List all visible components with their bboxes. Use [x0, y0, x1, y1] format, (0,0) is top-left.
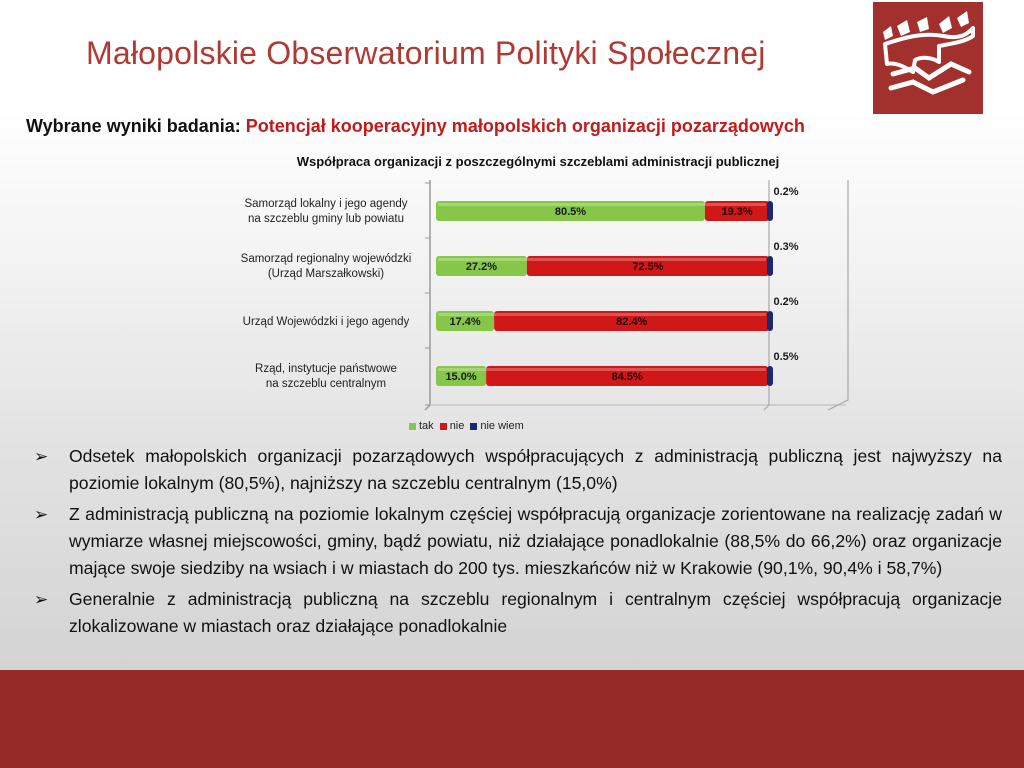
data-label-tak: 17.4%: [449, 316, 481, 328]
bar-end-cap: [767, 311, 773, 331]
finding-item: [34, 586, 1002, 640]
header-title: Małopolskie Obserwatorium Polityki Społecznej: [86, 35, 766, 71]
category-label-line: na szczeblu centralnym: [265, 378, 387, 390]
legend-label-tak: tak: [419, 420, 434, 432]
category-label: [226, 362, 426, 392]
findings-list: [34, 443, 1002, 644]
data-label-nie-wiem: 0.5%: [773, 351, 799, 363]
data-label-nie-wiem: 0.2%: [773, 186, 799, 198]
category-label-line: (Urząd Marszałkowski): [267, 268, 385, 280]
legend-item-tak: [409, 420, 434, 432]
bullet-arrow-icon: ➢: [34, 505, 49, 524]
legend-swatch-tak: [409, 423, 416, 430]
data-label-tak: 27.2%: [465, 261, 498, 273]
legend-swatch-nie: [440, 423, 447, 430]
data-label-nie: 19.3%: [721, 206, 753, 218]
category-label: [226, 252, 426, 282]
legend-swatch-nie-wiem: [470, 423, 477, 430]
category-label: [226, 197, 426, 227]
subtitle-accent: Potencjał kooperacyjny małopolskich organizacji pozarządowych: [245, 116, 805, 136]
legend-label-nie-wiem: nie wiem: [480, 420, 524, 432]
data-label-tak: 80.5%: [554, 206, 587, 218]
bar-highlight: [438, 313, 766, 316]
bar-end-cap: [767, 366, 773, 386]
finding-text: Z administracją publiczną na poziomie lokalnym częściej współpracują organizacje zorientowane na realizację zadań w wymiarze własnej miejscowości, gminy, bądź powiatu, niż działające ponadlokalnie (88,5% do 66,2%) oraz organizacje mające swoje siedziby na wsiach i w miastach do 200 tys. mieszkańców niż w Krakowie (90,1%, 90,4% i 58,7%): [69, 504, 1002, 578]
chart-legend: [409, 420, 524, 432]
subtitle-prefix: Wybrane wyniki badania:: [26, 116, 246, 136]
legend-item-nie: [440, 420, 465, 432]
bar-end-cap: [767, 256, 773, 276]
category-label-line: Urząd Wojewódzki i jego agendy: [242, 315, 410, 328]
bullet-arrow-icon: ➢: [34, 590, 49, 609]
legend-item-nie-wiem: [470, 420, 523, 432]
category-label-line: Samorząd regionalny wojewódzki: [240, 253, 412, 265]
data-label-nie-wiem: 0.3%: [773, 241, 799, 253]
finding-text: Generalnie z administracją publiczną na szczeblu regionalnym i centralnym częściej współpracują organizacje zlokalizowane w miastach oraz działające ponadlokalnie: [69, 589, 1002, 636]
category-label: [226, 315, 426, 330]
category-label-line: Rząd, instytucje państwowe: [255, 363, 397, 375]
data-label-nie: 82.4%: [616, 316, 648, 328]
legend-label-nie: nie: [449, 420, 465, 432]
finding-item: [34, 501, 1002, 582]
data-label-nie-wiem: 0.2%: [773, 296, 799, 308]
data-label-nie: 84.5%: [611, 371, 643, 383]
finding-item: [34, 443, 1002, 497]
bar-highlight: [438, 203, 766, 206]
footer-band: [0, 670, 1024, 768]
data-label-nie: 72.5%: [632, 261, 664, 273]
bar-end-cap: [767, 201, 773, 221]
chart-title: Współpraca organizacji z poszczególnymi szczeblami administracji publicznej: [296, 154, 780, 169]
data-label-tak: 15.0%: [445, 371, 477, 383]
bar-highlight: [438, 368, 766, 371]
bullet-arrow-icon: ➢: [34, 447, 49, 466]
category-label-line: na szczeblu gminy lub powiatu: [248, 213, 404, 225]
chart-gridline: [828, 180, 848, 410]
category-label-line: Samorząd lokalny i jego agendy: [244, 198, 408, 210]
finding-text: Odsetek małopolskich organizacji pozarządowych współpracujących z administracją publiczną jest najwyższy na poziomie lokalnym (80,5%), najniższy na szczeblu centralnym (15,0%): [69, 446, 1002, 493]
